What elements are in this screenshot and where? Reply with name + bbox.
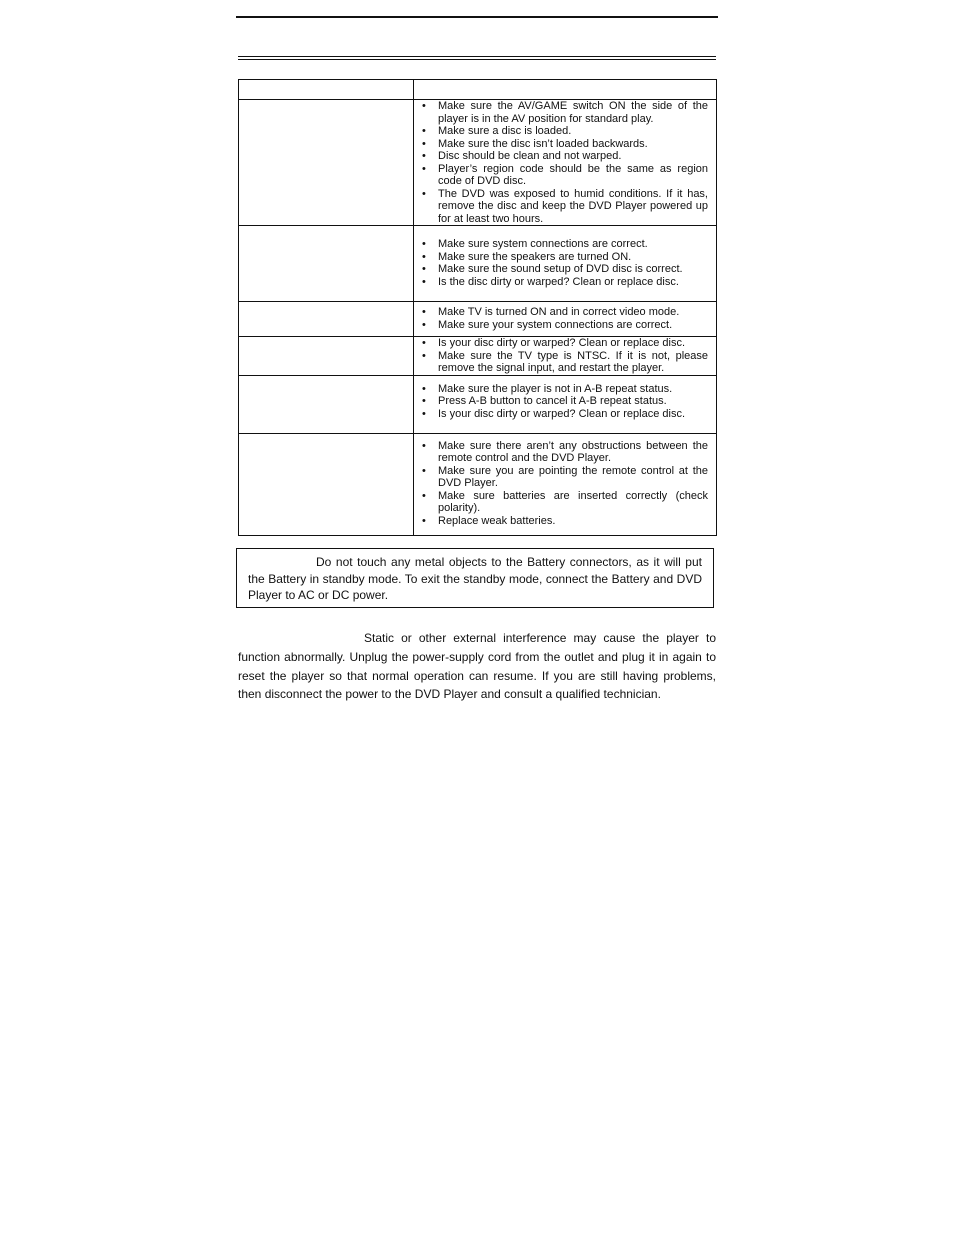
table-row [239, 100, 717, 226]
list-item: • Make sure you are pointing the remote control at the DVD Player. [422, 464, 708, 489]
solution-list [422, 100, 708, 225]
problem-cell [239, 375, 414, 433]
list-item: • Make sure batteries are inserted correctly (check polarity). [422, 489, 708, 514]
table-row [239, 337, 717, 376]
list-item: • Is your disc dirty or warped? Clean or replace disc. [422, 407, 685, 420]
list-item: • Make TV is turned ON and in correct video mode. [422, 306, 680, 318]
list-item: • Press A-B button to cancel it A-B repeat status. [422, 395, 667, 407]
list-item: • Make sure the AV/GAME switch ON the side of the player is in the AV position for standard play. [422, 100, 708, 125]
top-rule [236, 16, 718, 18]
header-problem-cell [239, 80, 414, 100]
troubleshooting-table [238, 79, 717, 536]
list-item: • Make sure the player is not in A-B repeat status. [422, 382, 673, 395]
list-item: • Is the disc dirty or warped? Clean or replace disc. [422, 275, 679, 288]
solution-list [422, 337, 708, 375]
list-item: • Make sure system connections are correct. [422, 238, 648, 250]
solution-cell [414, 302, 717, 337]
table-row [239, 433, 717, 535]
list-item: • Make sure there aren’t any obstructions between the remote control and the DVD Player. [422, 439, 708, 464]
solution-list [422, 440, 708, 528]
solution-list [422, 306, 708, 331]
table-row [239, 226, 717, 302]
problem-cell [239, 302, 414, 337]
list-item: • Make sure the speakers are turned ON. [422, 250, 632, 263]
list-item: • Replace weak batteries. [422, 514, 556, 527]
problem-cell [239, 226, 414, 302]
list-item: • Make sure your system connections are correct. [422, 318, 673, 331]
list-item: • Is your disc dirty or warped? Clean or replace disc. [422, 337, 685, 349]
solution-cell [414, 337, 717, 376]
solution-list [422, 383, 708, 421]
paragraph-text: Static or other external interference may cause the player to function abnormally. Unplug the power-supply cord from the outlet and plug it in again to reset the player so that normal operation can resume. If you are still having problems, then disconnect the power to the DVD Player and consult a qualified technician. [238, 631, 716, 702]
solution-cell [414, 375, 717, 433]
list-item: • Make sure the disc isn’t loaded backwards. [422, 137, 648, 150]
problem-cell [239, 433, 414, 535]
problem-cell [239, 337, 414, 376]
list-item: • Make sure the TV type is NTSC. If it is not, please remove the signal input, and restart the player. [422, 349, 708, 374]
table-row [239, 302, 717, 337]
table-row [239, 375, 717, 433]
list-item: • The DVD was exposed to humid conditions. If it has, remove the disc and keep the DVD Player powered up for at least two hours. [422, 187, 708, 225]
problem-cell [239, 100, 414, 226]
interference-paragraph [238, 629, 716, 704]
section-divider [238, 56, 716, 60]
battery-note-box [236, 548, 714, 608]
list-item: • Make sure a disc is loaded. [422, 125, 572, 137]
table-header-row [239, 80, 717, 100]
header-solution-cell [414, 80, 717, 100]
solution-cell [414, 433, 717, 535]
note-text: Do not touch any metal objects to the Battery connectors, as it will put the Battery in standby mode. To exit the standby mode, connect the Battery and DVD Player to AC or DC power. [248, 555, 702, 602]
list-item: • Make sure the sound setup of DVD disc is correct. [422, 263, 683, 275]
solution-cell [414, 226, 717, 302]
list-item: • Player’s region code should be the same as region code of DVD disc. [422, 162, 708, 187]
solution-list [422, 238, 708, 288]
solution-cell [414, 100, 717, 226]
list-item: • Disc should be clean and not warped. [422, 150, 622, 162]
